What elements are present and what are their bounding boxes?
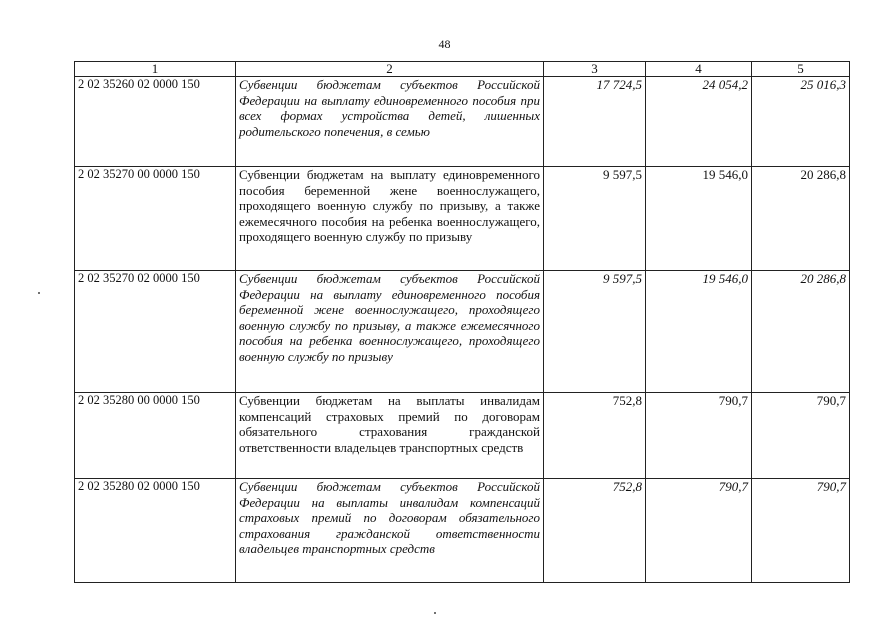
row-name: Субвенции бюджетам субъектов Российской Федерации на выплату единовременного пособия при всех формах устройства детей, лишенных родительского попечения, в семью [236, 77, 544, 167]
scan-speck [38, 292, 40, 294]
table-row [75, 479, 850, 583]
table-row [75, 167, 850, 271]
table-row [75, 393, 850, 479]
row-value-3: 790,7 [752, 479, 850, 583]
row-value-3: 790,7 [752, 393, 850, 479]
row-value-2: 790,7 [646, 479, 752, 583]
row-value-2: 790,7 [646, 393, 752, 479]
row-value-2: 19 546,0 [646, 167, 752, 271]
row-value-1: 9 597,5 [544, 271, 646, 393]
column-header-name: 2 [236, 62, 544, 77]
row-value-1: 17 724,5 [544, 77, 646, 167]
table-row [75, 271, 850, 393]
scan-speck [434, 612, 436, 614]
row-code: 2 02 35280 02 0000 150 [75, 479, 236, 583]
row-code: 2 02 35270 00 0000 150 [75, 167, 236, 271]
row-name: Субвенции бюджетам субъектов Российской Федерации на выплату единовременного пособия беременной жене военнослужащего, проходящего военную службу по призыву, а также ежемесячного пособия на ребенка военнослужащего, проходящего военную службу по призыву [236, 271, 544, 393]
row-value-1: 752,8 [544, 479, 646, 583]
column-number-row [75, 62, 850, 77]
row-value-1: 752,8 [544, 393, 646, 479]
row-name: Субвенции бюджетам на выплаты инвалидам компенсаций страховых премий по договорам обязательного страхования гражданской ответственности владельцев транспортных средств [236, 393, 544, 479]
row-value-3: 20 286,8 [752, 271, 850, 393]
table-row [75, 77, 850, 167]
page-number: 48 [438, 37, 451, 51]
budget-revenue-table [74, 61, 850, 583]
row-value-1: 9 597,5 [544, 167, 646, 271]
column-header-value-1: 3 [544, 62, 646, 77]
column-header-value-2: 4 [646, 62, 752, 77]
row-value-2: 24 054,2 [646, 77, 752, 167]
row-value-3: 20 286,8 [752, 167, 850, 271]
column-header-value-3: 5 [752, 62, 850, 77]
row-code: 2 02 35270 02 0000 150 [75, 271, 236, 393]
row-code: 2 02 35280 00 0000 150 [75, 393, 236, 479]
column-header-code: 1 [75, 62, 236, 77]
row-name: Субвенции бюджетам на выплату единовременного пособия беременной жене военнослужащего, проходящего военную службу по призыву, а также ежемесячного пособия на ребенка военнослужащего, проходящего военную службу по призыву [236, 167, 544, 271]
row-value-3: 25 016,3 [752, 77, 850, 167]
row-value-2: 19 546,0 [646, 271, 752, 393]
row-code: 2 02 35260 02 0000 150 [75, 77, 236, 167]
row-name: Субвенции бюджетам субъектов Российской Федерации на выплаты инвалидам компенсаций страховых премий по договорам обязательного страхования гражданской ответственности владельцев транспортных средств [236, 479, 544, 583]
